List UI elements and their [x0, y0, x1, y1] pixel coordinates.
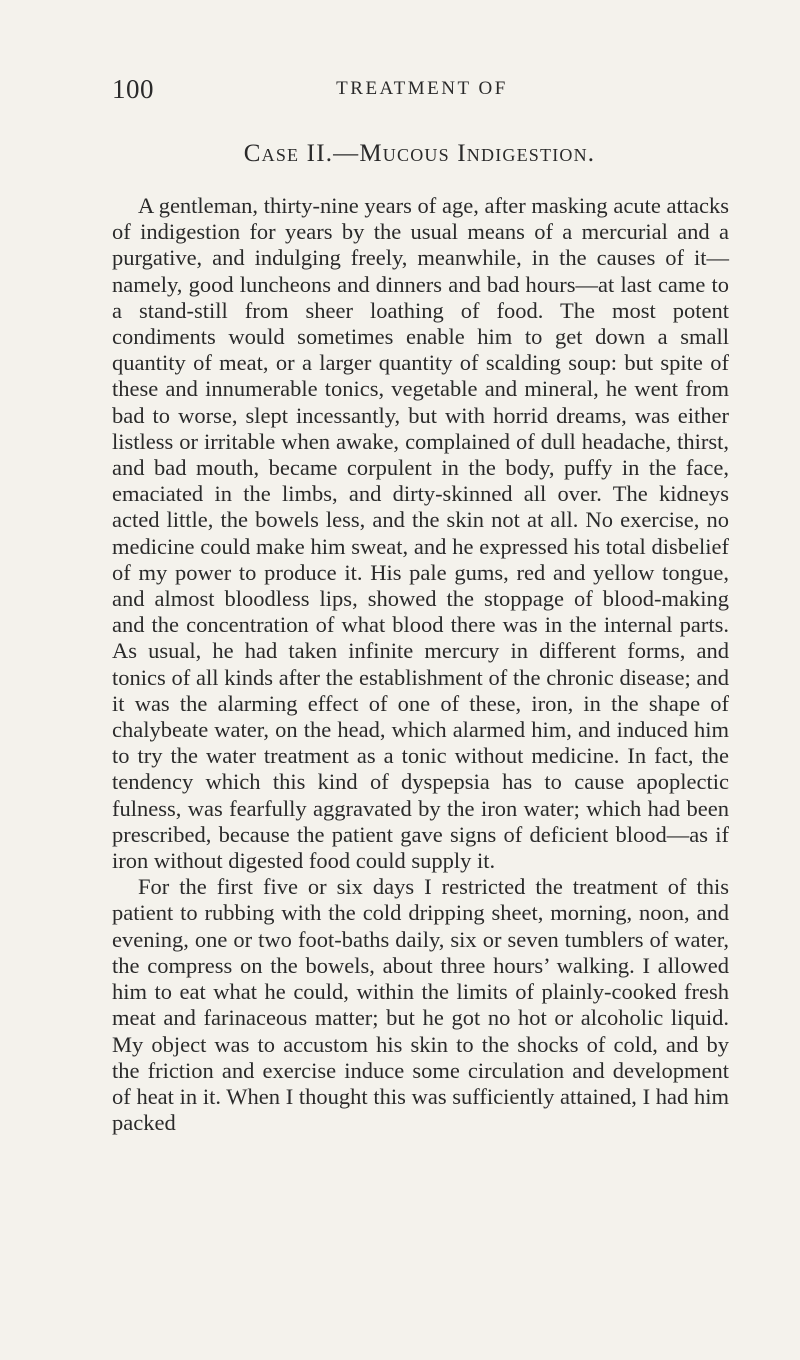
page-number: 100: [112, 74, 154, 104]
case-heading: Case II.—Mucous Indigestion.: [243, 140, 596, 167]
running-head: [112, 74, 702, 104]
running-title: TREATMENT OF: [336, 78, 508, 99]
paragraph: A gentleman, thirty-nine years of age, after masking acute attacks of indigestion for years by the usual means of a mercurial and a purgative, and indulging freely, meanwhile, in the causes of it—namely, good luncheons and dinners and bad hours—at last came to a stand-still from sheer loathing of food. The most potent condiments would sometimes enable him to get down a small quantity of meat, or a larger quantity of scalding soup: but spite of these and innumerable tonics, vegetable and mineral, he went from bad to worse, slept incessantly, but with horrid dreams, was either listless or irritable when awake, complained of dull headache, thirst, and bad mouth, became corpulent in the body, puffy in the face, emaciated in the limbs, and dirty-skinned all over. The kidneys acted little, the bowels less, and the skin not at all. No exercise, no medicine could make him sweat, and he expressed his total disbelief of my power to produce it. His pale gums, red and yellow tongue, and almost bloodless lips, showed the stoppage of blood-making and the concentration of what blood there was in the internal parts. As usual, he had taken infinite mercury in different forms, and tonics of all kinds after the establishment of the chronic disease; and it was the alarming effect of one of these, iron, in the shape of chalybeate water, on the head, which alarmed him, and induced him to try the water treatment as a tonic without medicine. In fact, the tendency which this kind of dyspepsia has to cause apoplectic fulness, was fearfully aggravated by the iron water; which had been prescribed, because the patient gave signs of deficient blood—as if iron without digested food could supply it.: [112, 193, 729, 874]
body-text: [112, 193, 729, 1136]
paragraph: For the first five or six days I restricted the treatment of this patient to rubbing with the cold dripping sheet, morning, noon, and evening, one or two foot-baths daily, six or seven tumblers of water, the compress on the bowels, about three hours’ walking. I allowed him to eat what he could, within the limits of plainly-cooked fresh meat and farinaceous matter; but he got no hot or alcoholic liquid. My object was to accustom his skin to the shocks of cold, and by the friction and exercise induce some circulation and development of heat in it. When I thought this was sufficiently attained, I had him packed: [112, 874, 729, 1136]
